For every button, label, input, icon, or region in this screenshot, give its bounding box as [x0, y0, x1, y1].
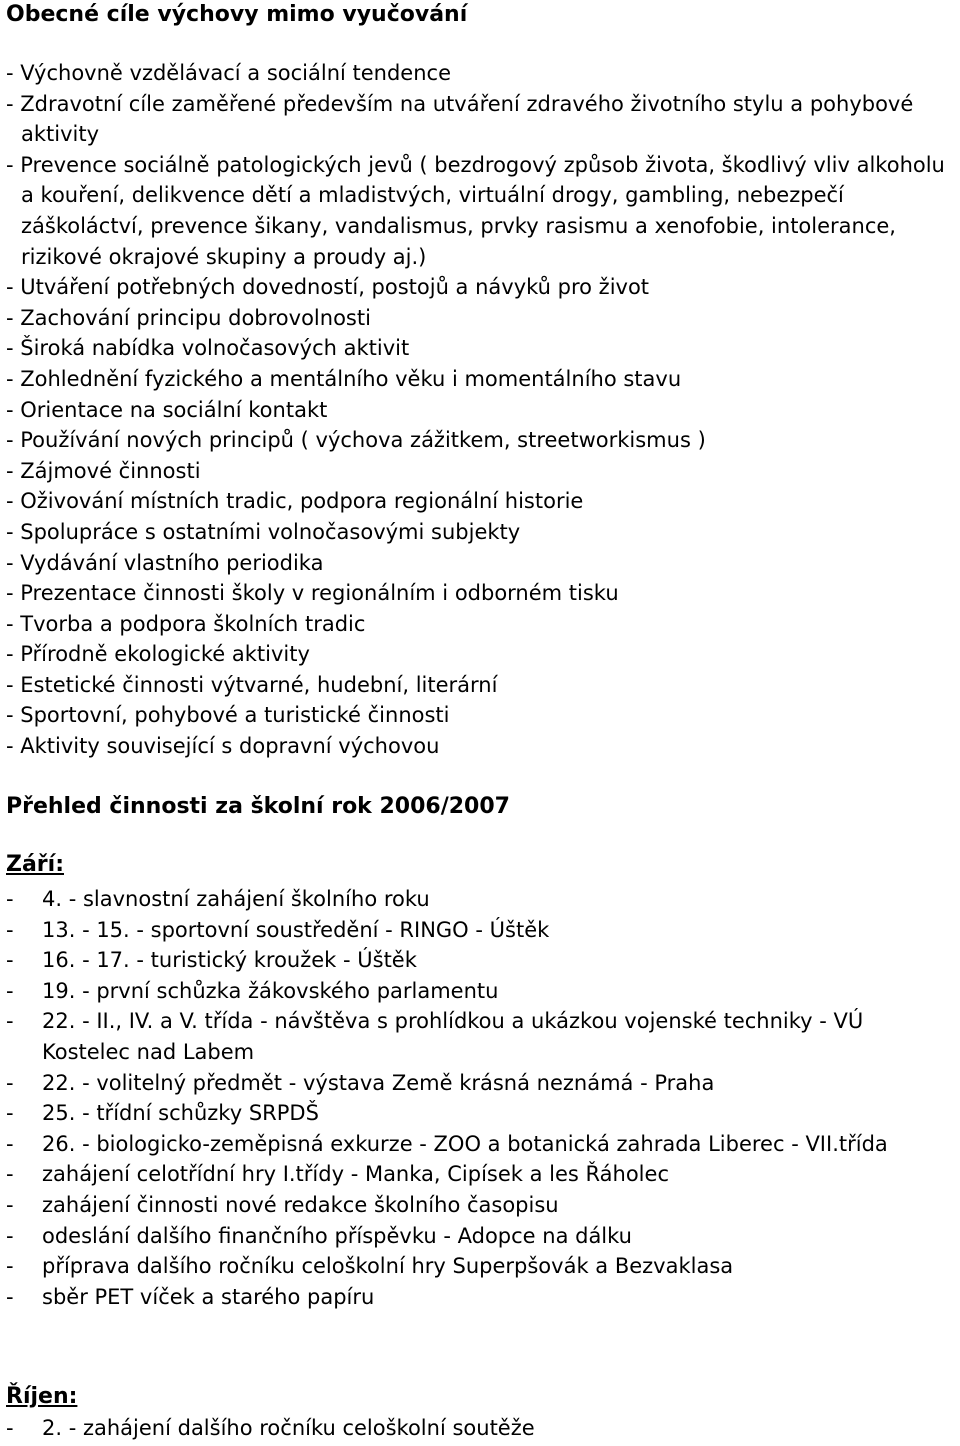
goals-list	[6, 58, 956, 762]
list-item: - Přírodně ekologické aktivity	[6, 642, 310, 667]
entry-text: 22. - II., IV. a V. třída - návštěva s prohlídkou a ukázkou vojenské techniky - VÚ Kostelec nad Labem	[42, 1009, 864, 1064]
list-item: - Zachování principu dobrovolnosti	[6, 305, 371, 330]
list-item: - Sportovní, pohybové a turistické činnosti	[6, 703, 450, 728]
month-heading-october: Říjen:	[6, 1384, 78, 1409]
list-item: - Spolupráce s ostatními volnočasovými subjekty	[6, 519, 521, 544]
list-item	[6, 1221, 956, 1252]
entry-text: 2. - zahájení dalšího ročníku celoškolní soutěže	[42, 1416, 535, 1440]
entry-text: 26. - biologicko-zeměpisná exkurze - ZOO a botanická zahrada Liberec - VII.třída	[42, 1131, 888, 1156]
dash-marker: -	[6, 1284, 14, 1309]
list-item	[6, 1068, 956, 1099]
september-list	[6, 884, 956, 1312]
list-item: - Zohlednění fyzického a mentálního věku i momentálního stavu	[6, 366, 682, 391]
list-item: - Vydávání vlastního periodika	[6, 550, 324, 575]
dash-marker: -	[6, 887, 14, 911]
dash-marker: -	[6, 917, 14, 942]
dash-marker: -	[6, 1131, 14, 1156]
section-heading-overview: Přehled činnosti za školní rok 2006/2007	[6, 794, 510, 819]
list-item	[6, 1282, 956, 1313]
entry-text: 25. - třídní schůzky SRPDŠ	[42, 1101, 319, 1126]
dash-marker: -	[6, 1009, 14, 1034]
entry-text: sběr PET víček a starého papíru	[42, 1284, 375, 1309]
dash-marker: -	[6, 978, 14, 1003]
list-item	[6, 884, 956, 915]
dash-marker: -	[6, 1223, 14, 1248]
list-item	[6, 1098, 956, 1129]
dash-marker: -	[6, 1416, 14, 1440]
list-item	[6, 976, 956, 1007]
entry-text: 4. - slavnostní zahájení školního roku	[42, 887, 430, 911]
list-item	[6, 1129, 956, 1160]
october-list	[6, 1413, 956, 1444]
list-item: - Orientace na sociální kontakt	[6, 397, 328, 422]
entry-text: 13. - 15. - sportovní soustředění - RINGO - Úštěk	[42, 917, 550, 942]
dash-marker: -	[6, 948, 14, 973]
entry-text: zahájení celotřídní hry I.třídy - Manka, Cipísek a les Řáholec	[42, 1162, 669, 1187]
list-item: - Široká nabídka volnočasových aktivit	[6, 336, 410, 361]
list-item	[6, 915, 956, 946]
list-item: - Tvorba a podpora školních tradic	[6, 611, 366, 636]
list-item	[6, 1251, 956, 1282]
entry-text: 22. - volitelný předmět - výstava Země krásná neznámá - Praha	[42, 1070, 715, 1095]
list-item: - Prevence sociálně patologických jevů ( bezdrogový způsob života, škodlivý vliv alkoholu a kouření, delikvence dětí a mladistvých, virtuální drogy, gambling, nebezpečí záškoláctví, prevence šikany, vandalismus, prvky rasismu a xenofobie, intolerance, rizikové okrajové skupiny a proudy aj.)	[6, 152, 945, 269]
entry-text: příprava dalšího ročníku celoškolní hry Superpšovák a Bezvaklasa	[42, 1254, 734, 1279]
list-item: - Aktivity související s dopravní výchovou	[6, 734, 440, 759]
dash-marker: -	[6, 1070, 14, 1095]
list-item: - Výchovně vzdělávací a sociální tendence	[6, 61, 451, 85]
dash-marker: -	[6, 1162, 14, 1187]
month-heading-september: Září:	[6, 852, 64, 877]
entry-text: 16. - 17. - turistický kroužek - Úštěk	[42, 948, 417, 973]
list-item	[6, 1006, 956, 1067]
list-item: - Utváření potřebných dovedností, postojů a návyků pro život	[6, 275, 650, 300]
entry-text: 19. - první schůzka žákovského parlamentu	[42, 978, 499, 1003]
entry-text: odeslání dalšího finančního příspěvku - Adopce na dálku	[42, 1223, 632, 1248]
list-item	[6, 945, 956, 976]
dash-marker: -	[6, 1192, 14, 1217]
dash-marker: -	[6, 1254, 14, 1279]
list-item	[6, 1190, 956, 1221]
list-item: - Zájmové činnosti	[6, 458, 201, 483]
dash-marker: -	[6, 1101, 14, 1126]
list-item: - Používání nových principů ( výchova zážitkem, streetworkismus )	[6, 428, 706, 453]
list-item: - Prezentace činnosti školy v regionálním i odborném tisku	[6, 581, 619, 606]
list-item: - Oživování místních tradic, podpora regionální historie	[6, 489, 584, 514]
list-item: - Estetické činnosti výtvarné, hudební, literární	[6, 672, 498, 697]
list-item: - Zdravotní cíle zaměřené především na utváření zdravého životního stylu a pohybové aktivity	[6, 91, 914, 147]
section-heading-goals: Obecné cíle výchovy mimo vyučování	[6, 2, 468, 27]
entry-text: zahájení činnosti nové redakce školního časopisu	[42, 1192, 559, 1217]
list-item	[6, 1159, 956, 1190]
list-item	[6, 1413, 956, 1444]
